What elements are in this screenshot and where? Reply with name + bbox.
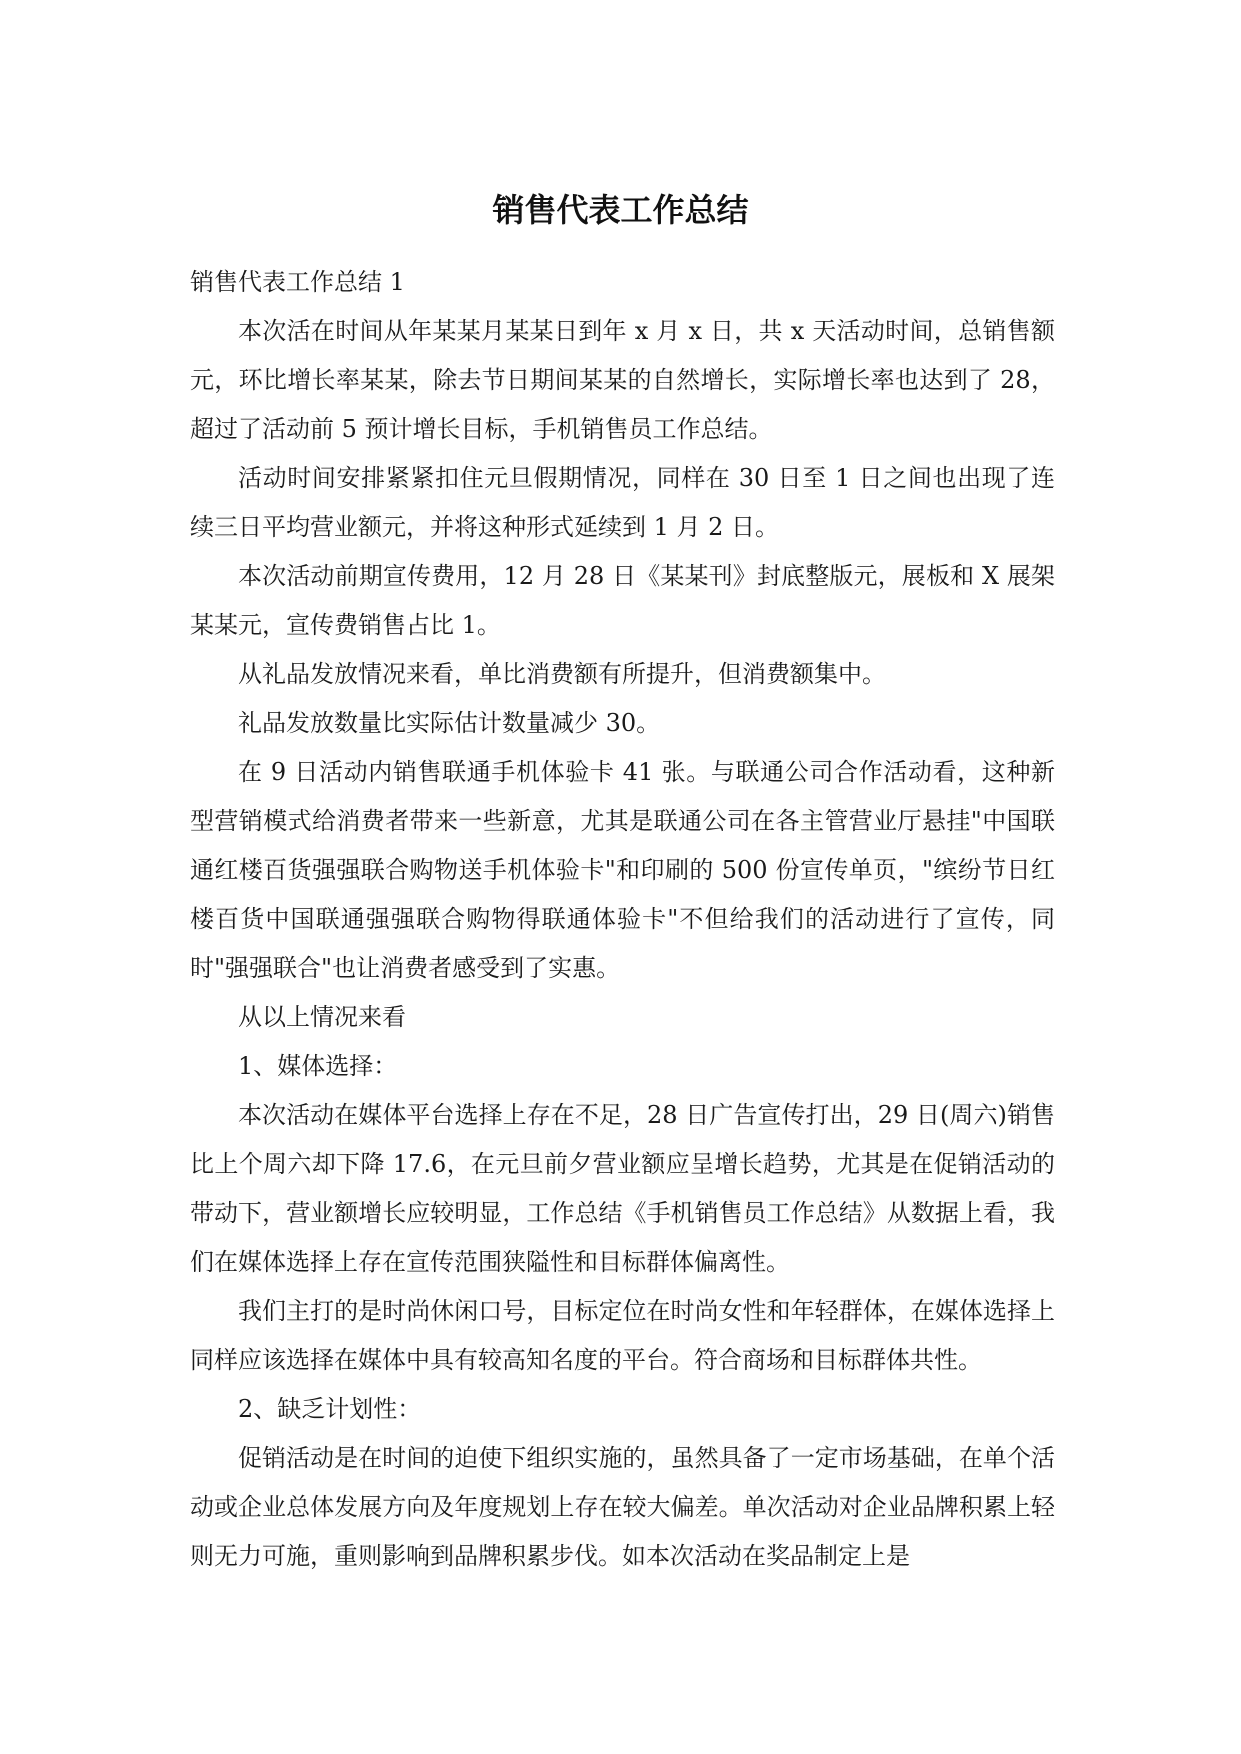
paragraph: 从以上情况来看 <box>238 1003 406 1031</box>
paragraph: 本次活动前期宣传费用，12 月 28 日《某某刊》封底整版元，展板和 X 展架某某元，宣传费销售占比 1。 <box>190 562 1055 639</box>
paragraph: 我们主打的是时尚休闲口号，目标定位在时尚女性和年轻群体，在媒体选择上同样应该选择在媒体中具有较高知名度的平台。符合商场和目标群体共性。 <box>190 1297 1055 1374</box>
paragraph: 促销活动是在时间的迫使下组织实施的，虽然具备了一定市场基础，在单个活动或企业总体发展方向及年度规划上存在较大偏差。单次活动对企业品牌积累上轻则无力可施，重则影响到品牌积累步伐。如本次活动在奖品制定上是 <box>190 1444 1055 1570</box>
paragraph: 本次活在时间从年某某月某某日到年 x 月 x 日，共 x 天活动时间，总销售额元，环比增长率某某，除去节日期间某某的自然增长，实际增长率也达到了 28，超过了活动前 5 预计增长目标，手机销售员工作总结。 <box>190 317 1055 443</box>
paragraph: 礼品发放数量比实际估计数量减少 30。 <box>238 709 661 737</box>
paragraph: 在 9 日活动内销售联通手机体验卡 41 张。与联通公司合作活动看，这种新型营销模式给消费者带来一些新意，尤其是联通公司在各主管营业厅悬挂"中国联通红楼百货强强联合购物送手机体验卡"和印刷的 500 份宣传单页，"缤纷节日红楼百货中国联通强强联合购物得联通体验卡"不但给我们的活动进行了宣传，同时"强强联合"也让消费者感受到了实惠。 <box>190 758 1055 982</box>
document-body <box>190 258 1055 1581</box>
paragraph: 2、缺乏计划性： <box>238 1395 422 1423</box>
paragraph: 1、媒体选择： <box>238 1052 398 1080</box>
paragraph: 活动时间安排紧紧扣住元旦假期情况，同样在 30 日至 1 日之间也出现了连续三日平均营业额元，并将这种形式延续到 1 月 2 日。 <box>190 464 1055 541</box>
paragraph: 从礼品发放情况来看，单比消费额有所提升，但消费额集中。 <box>238 660 886 688</box>
section-heading: 销售代表工作总结 1 <box>190 268 405 296</box>
paragraph: 本次活动在媒体平台选择上存在不足，28 日广告宣传打出，29 日(周六)销售比上个周六却下降 17.6，在元旦前夕营业额应呈增长趋势，尤其是在促销活动的带动下，营业额增长应较明显，工作总结《手机销售员工作总结》从数据上看，我们在媒体选择上存在宣传范围狭隘性和目标群体偏离性。 <box>190 1101 1055 1276</box>
document-title: 销售代表工作总结 <box>492 191 749 229</box>
